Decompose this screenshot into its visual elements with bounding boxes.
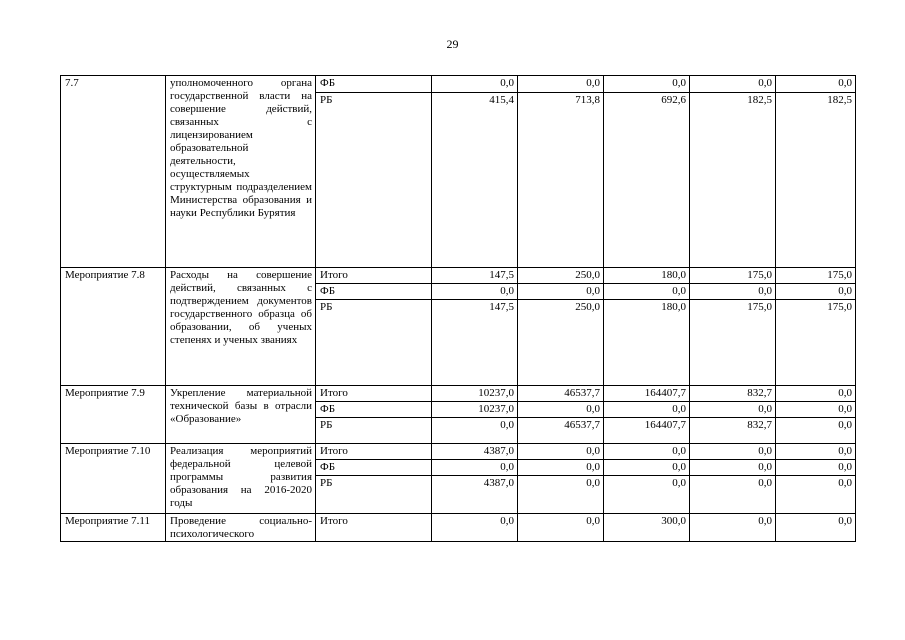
value-cell: 0,0 bbox=[690, 76, 776, 93]
value-cell: 175,0 bbox=[776, 268, 856, 284]
measure-code: Мероприятие 7.11 bbox=[61, 514, 166, 542]
value-cell: 0,0 bbox=[690, 476, 776, 514]
value-cell: 692,6 bbox=[604, 93, 690, 268]
value-cell: 0,0 bbox=[690, 402, 776, 418]
value-cell: 0,0 bbox=[432, 284, 518, 300]
value-cell: 0,0 bbox=[604, 444, 690, 460]
budget-table bbox=[60, 75, 856, 542]
table-row bbox=[61, 514, 856, 542]
value-cell: 415,4 bbox=[432, 93, 518, 268]
funding-source: РБ bbox=[316, 300, 432, 386]
value-cell: 0,0 bbox=[518, 284, 604, 300]
measure-description: Реализация мероприятий федеральной целевой программы развития образования на 2016-2020 годы bbox=[166, 444, 316, 514]
value-cell: 0,0 bbox=[432, 418, 518, 444]
value-cell: 250,0 bbox=[518, 268, 604, 284]
funding-source: Итого bbox=[316, 514, 432, 542]
funding-source: РБ bbox=[316, 418, 432, 444]
value-cell: 0,0 bbox=[604, 76, 690, 93]
value-cell: 46537,7 bbox=[518, 386, 604, 402]
value-cell: 0,0 bbox=[690, 444, 776, 460]
value-cell: 0,0 bbox=[690, 514, 776, 542]
value-cell: 147,5 bbox=[432, 300, 518, 386]
value-cell: 46537,7 bbox=[518, 418, 604, 444]
measure-description: уполномоченного органа государственной власти на совершение действий, связанных с лицензированием образовательной деятельности, осуществляемых структурным подразделением Министерства образования и науки Республики Бурятия bbox=[166, 76, 316, 268]
value-cell: 180,0 bbox=[604, 268, 690, 284]
value-cell: 0,0 bbox=[518, 460, 604, 476]
value-cell: 175,0 bbox=[690, 300, 776, 386]
value-cell: 0,0 bbox=[518, 444, 604, 460]
value-cell: 0,0 bbox=[776, 76, 856, 93]
value-cell: 180,0 bbox=[604, 300, 690, 386]
funding-source: ФБ bbox=[316, 402, 432, 418]
value-cell: 0,0 bbox=[776, 418, 856, 444]
value-cell: 832,7 bbox=[690, 386, 776, 402]
value-cell: 0,0 bbox=[604, 476, 690, 514]
value-cell: 250,0 bbox=[518, 300, 604, 386]
value-cell: 0,0 bbox=[690, 460, 776, 476]
table-row bbox=[61, 268, 856, 284]
value-cell: 4387,0 bbox=[432, 476, 518, 514]
value-cell: 0,0 bbox=[776, 460, 856, 476]
value-cell: 832,7 bbox=[690, 418, 776, 444]
funding-source: ФБ bbox=[316, 76, 432, 93]
value-cell: 164407,7 bbox=[604, 386, 690, 402]
value-cell: 0,0 bbox=[432, 514, 518, 542]
value-cell: 0,0 bbox=[776, 476, 856, 514]
value-cell: 0,0 bbox=[776, 284, 856, 300]
funding-source: РБ bbox=[316, 476, 432, 514]
value-cell: 0,0 bbox=[604, 460, 690, 476]
value-cell: 713,8 bbox=[518, 93, 604, 268]
value-cell: 0,0 bbox=[776, 386, 856, 402]
value-cell: 0,0 bbox=[518, 514, 604, 542]
value-cell: 4387,0 bbox=[432, 444, 518, 460]
value-cell: 0,0 bbox=[776, 514, 856, 542]
value-cell: 0,0 bbox=[776, 444, 856, 460]
funding-source: Итого bbox=[316, 444, 432, 460]
value-cell: 300,0 bbox=[604, 514, 690, 542]
funding-source: Итого bbox=[316, 268, 432, 284]
value-cell: 175,0 bbox=[776, 300, 856, 386]
value-cell: 10237,0 bbox=[432, 402, 518, 418]
funding-source: ФБ bbox=[316, 284, 432, 300]
table-row bbox=[61, 386, 856, 402]
measure-description: Укрепление материальной технической базы в отрасли «Образование» bbox=[166, 386, 316, 444]
table-row bbox=[61, 76, 856, 93]
value-cell: 164407,7 bbox=[604, 418, 690, 444]
value-cell: 0,0 bbox=[518, 402, 604, 418]
value-cell: 0,0 bbox=[604, 284, 690, 300]
measure-code: Мероприятие 7.8 bbox=[61, 268, 166, 386]
value-cell: 0,0 bbox=[776, 402, 856, 418]
funding-source: ФБ bbox=[316, 460, 432, 476]
value-cell: 0,0 bbox=[604, 402, 690, 418]
measure-code: 7.7 bbox=[61, 76, 166, 268]
value-cell: 10237,0 bbox=[432, 386, 518, 402]
measure-description: Проведение социально-психологического bbox=[166, 514, 316, 542]
funding-source: Итого bbox=[316, 386, 432, 402]
value-cell: 0,0 bbox=[432, 76, 518, 93]
value-cell: 0,0 bbox=[518, 476, 604, 514]
value-cell: 0,0 bbox=[690, 284, 776, 300]
measure-code: Мероприятие 7.10 bbox=[61, 444, 166, 514]
value-cell: 182,5 bbox=[776, 93, 856, 268]
value-cell: 147,5 bbox=[432, 268, 518, 284]
measure-code: Мероприятие 7.9 bbox=[61, 386, 166, 444]
value-cell: 0,0 bbox=[432, 460, 518, 476]
table-row bbox=[61, 444, 856, 460]
measure-description: Расходы на совершение действий, связанных с подтверждением документов государственного образца об образовании, об ученых степенях и ученых званиях bbox=[166, 268, 316, 386]
value-cell: 0,0 bbox=[518, 76, 604, 93]
page-number: 29 bbox=[446, 37, 459, 51]
funding-source: РБ bbox=[316, 93, 432, 268]
value-cell: 175,0 bbox=[690, 268, 776, 284]
value-cell: 182,5 bbox=[690, 93, 776, 268]
